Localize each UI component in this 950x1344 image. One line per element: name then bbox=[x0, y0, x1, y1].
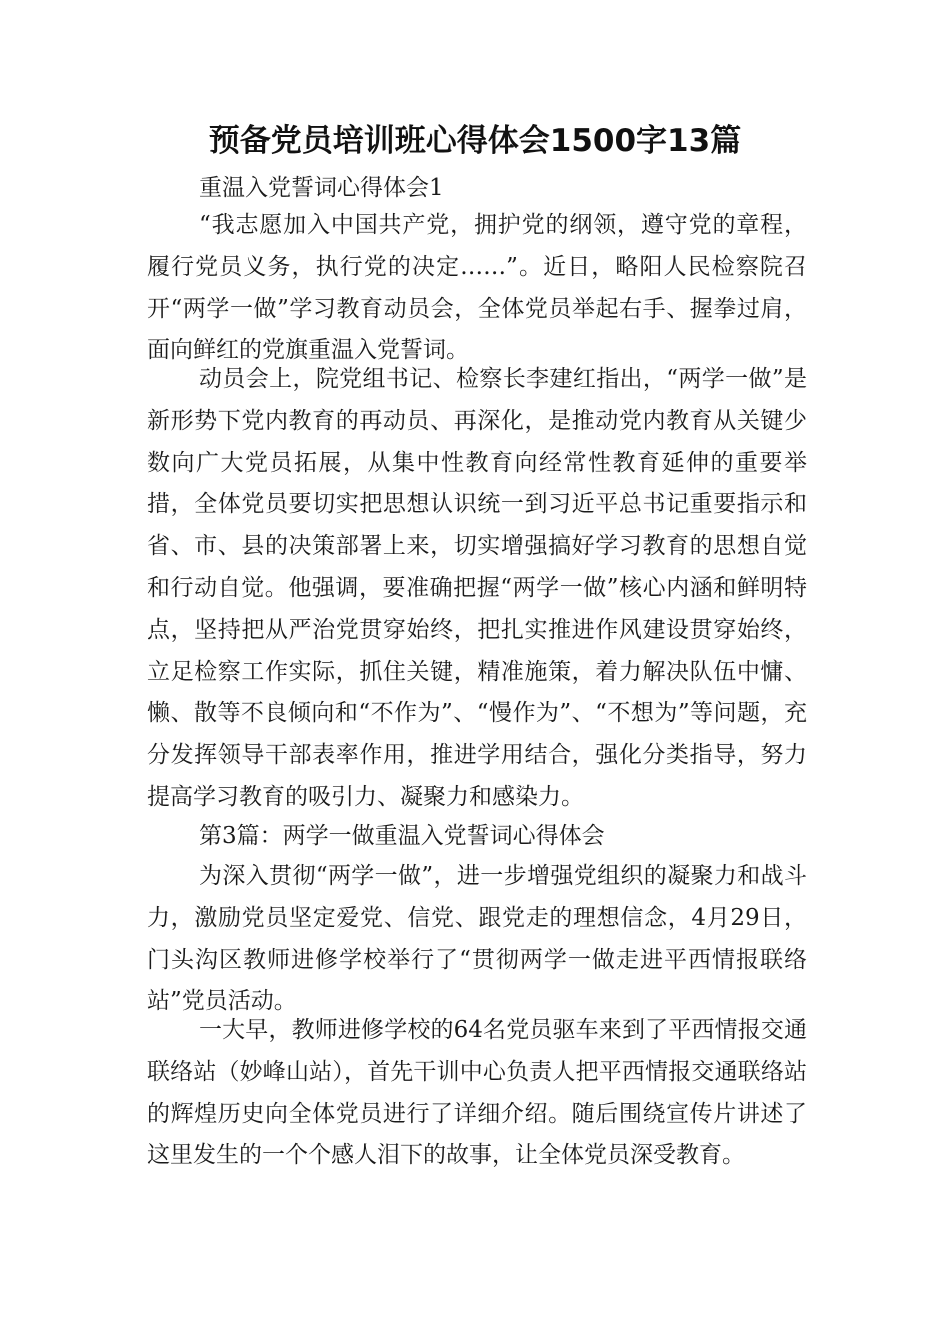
section-heading-3: 第3篇：两学一做重温入党誓词心得体会 bbox=[199, 823, 605, 849]
document-title: 预备党员培训班心得体会1500字13篇 bbox=[208, 123, 742, 159]
paragraph-4: 一大早，教师进修学校的64名党员驱车来到了平西情报交通联络站（妙峰山站），首先干训中心负责人把平西情报交通联络站的辉煌历史向全体党员进行了详细介绍。随后围绕宣传片讲述了这里发生的一个个感人泪下的故事，让全体党员深受教育。 bbox=[147, 1017, 807, 1169]
paragraph-1: “我志愿加入中国共产党，拥护党的纲领，遵守党的章程，履行党员义务，执行党的决定……”。近日，略阳人民检察院召开“两学一做”学习教育动员会，全体党员举起右手、握拳过肩，面向鲜红的党旗重温入党誓词。 bbox=[147, 212, 807, 364]
paragraph-2: 动员会上，院党组书记、检察长李建红指出，“两学一做”是新形势下党内教育的再动员、再深化，是推动党内教育从关键少数向广大党员拓展，从集中性教育向经常性教育延伸的重要举措，全体党员要切实把思想认识统一到习近平总书记重要指示和省、市、县的决策部署上来，切实增强搞好学习教育的思想自觉和行动自觉。他强调，要准确把握“两学一做”核心内涵和鲜明特点，坚持把从严治党贯穿始终，把扎实推进作风建设贯穿始终，立足检察工作实际，抓住关键，精准施策，着力解决队伍中慵、懒、散等不良倾向和“不作为”、“慢作为”、“不想为”等问题，充分发挥领导干部表率作用，推进学用结合，强化分类指导，努力提高学习教育的吸引力、凝聚力和感染力。 bbox=[147, 366, 807, 810]
section-heading-1: 重温入党誓词心得体会1 bbox=[199, 175, 444, 201]
paragraph-3: 为深入贯彻“两学一做”，进一步增强党组织的凝聚力和战斗力，激励党员坚定爱党、信党、跟党走的理想信念，4月29日，门头沟区教师进修学校举行了“贯彻两学一做走进平西情报联络站”党员活动。 bbox=[147, 863, 807, 1015]
